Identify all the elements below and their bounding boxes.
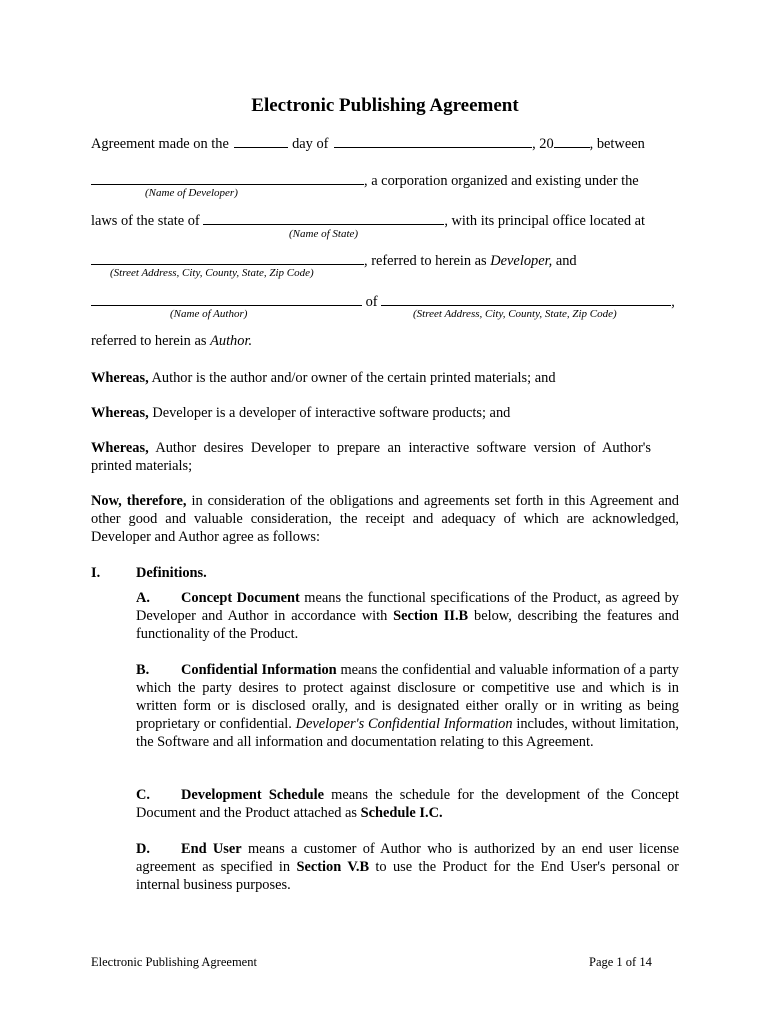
year-blank — [554, 134, 590, 148]
whereas-clause-3 — [91, 439, 651, 475]
definition-a — [136, 589, 679, 643]
state-line-label: laws of the state of — [91, 213, 200, 229]
agreement-date-line — [91, 134, 645, 153]
definition-letter: B. — [136, 662, 150, 678]
section-reference: Section II.B — [393, 608, 469, 624]
between-label: , between — [589, 136, 645, 152]
definition-text: means the confidential and valuable information of a party which the party desires to protect against disclosure or competitive use and which is in written form or is disclosed orally, and is designated either orally or in writing as being proprietary or confidential. — [136, 662, 679, 732]
definition-term: Development Schedule — [181, 787, 325, 803]
month-blank — [334, 134, 532, 148]
state-line — [91, 211, 645, 230]
definition-letter: C. — [136, 787, 150, 803]
document-title: Electronic Publishing Agreement — [251, 95, 519, 116]
section-number: I. — [91, 565, 101, 581]
whereas-lead: Whereas, — [91, 440, 149, 456]
developer-name-blank — [91, 171, 364, 185]
author-line-comma: , — [671, 294, 675, 310]
now-therefore-text: in consideration of the obligations and agreements set forth in this Agreement and other good and valuable consideration, the receipt and adequacy of which are acknowledged, Developer and Author agree as follows: — [91, 493, 679, 545]
author-address-caption: (Street Address, City, County, State, Zip Code) — [413, 308, 617, 320]
whereas-lead: Whereas, — [91, 370, 149, 386]
date-line-label: Agreement made on the — [91, 136, 229, 152]
author-defined-term: Author. — [210, 333, 253, 349]
definition-letter: A. — [136, 590, 150, 606]
developer-name-caption: (Name of Developer) — [145, 187, 238, 199]
author-address-blank — [381, 292, 671, 306]
day-of-label: day of — [292, 136, 329, 152]
definition-b — [136, 661, 679, 751]
definition-term: Concept Document — [181, 590, 300, 606]
referred-developer-text: , referred to herein as — [364, 253, 487, 269]
definition-text: includes, without limitation, the Software and all information and documentation relating to this Agreement. — [136, 716, 679, 750]
now-therefore-clause — [91, 492, 679, 546]
page-number: Page 1 of 14 — [589, 955, 652, 969]
footer-title: Electronic Publishing Agreement — [91, 955, 257, 969]
whereas-lead: Whereas, — [91, 405, 149, 421]
definition-text: means a customer of Author who is authorized by an end user license agreement as specified in — [136, 841, 679, 875]
year-prefix: , 20 — [532, 136, 554, 152]
whereas-text: Developer is a developer of interactive software products; and — [152, 405, 511, 421]
definition-term: End User — [181, 841, 242, 857]
schedule-reference: Schedule I.C. — [360, 805, 443, 821]
whereas-clause-2 — [91, 404, 510, 422]
definition-text: to use the Product for the End User's personal or internal business purposes. — [136, 859, 679, 893]
corporation-text: , a corporation organized and existing under the — [364, 173, 639, 189]
author-name-caption: (Name of Author) — [170, 308, 248, 320]
referred-author-line — [91, 332, 252, 350]
of-text: of — [365, 294, 378, 310]
whereas-text: Author is the author and/or owner of the certain printed materials; and — [151, 370, 556, 386]
developer-address-blank — [91, 251, 364, 265]
referred-author-text: referred to herein as — [91, 333, 207, 349]
state-caption: (Name of State) — [289, 228, 359, 240]
now-therefore-lead: Now, therefore, — [91, 493, 187, 509]
definition-c — [136, 786, 679, 822]
office-text: , with its principal office located at — [444, 213, 646, 229]
definition-text: below, describing the features and functionality of the Product. — [136, 608, 679, 642]
definition-letter: D. — [136, 841, 150, 857]
section-reference: Section V.B — [296, 859, 370, 875]
definition-text: means the schedule for the development of the Concept Document and the Product attached as — [136, 787, 679, 821]
definition-text: means the functional specifications of the Product, as agreed by Developer and Author in accordance with — [136, 590, 679, 624]
and-text: and — [555, 253, 577, 269]
section-heading: Definitions. — [136, 565, 207, 581]
developer-defined-term: Developer, — [490, 253, 553, 269]
definition-d — [136, 840, 679, 894]
author-name-blank — [91, 292, 362, 306]
state-blank — [203, 211, 444, 225]
day-blank — [234, 134, 288, 148]
definition-italic-term: Developer's Confidential Information — [295, 716, 513, 732]
definition-term: Confidential Information — [181, 662, 337, 678]
developer-address-caption: (Street Address, City, County, State, Zip Code) — [110, 267, 314, 279]
whereas-text: Author desires Developer to prepare an interactive software version of Author's printed materials; — [91, 440, 651, 474]
whereas-clause-1 — [91, 369, 556, 387]
